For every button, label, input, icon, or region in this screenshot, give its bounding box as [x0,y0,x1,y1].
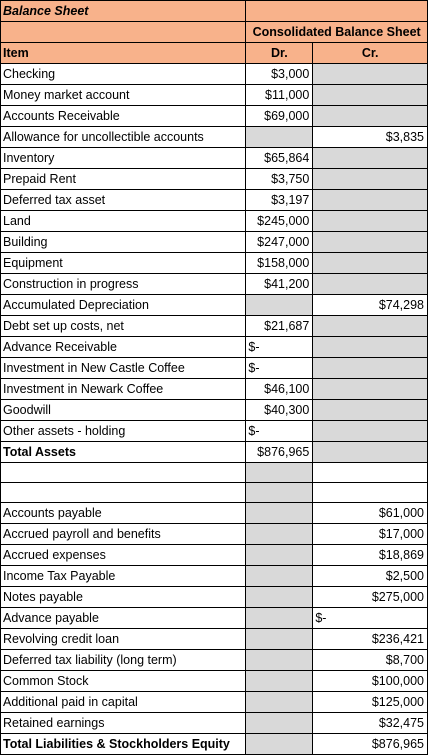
item-cell[interactable]: Revolving credit loan [1,629,246,650]
cr-cell[interactable] [313,421,428,442]
blank-cell[interactable] [313,463,428,483]
table-row [1,358,428,379]
cr-cell[interactable]: $- [313,608,428,629]
cr-cell[interactable]: $61,000 [313,503,428,524]
table-row [1,232,428,253]
item-cell[interactable]: Construction in progress [1,274,246,295]
cr-cell[interactable] [313,211,428,232]
table-row [1,650,428,671]
table-row [1,692,428,713]
item-cell[interactable]: Debt set up costs, net [1,316,246,337]
dr-cell[interactable] [246,566,313,587]
cr-cell[interactable]: $17,000 [313,524,428,545]
table-row [1,545,428,566]
cr-cell[interactable] [313,253,428,274]
item-cell[interactable]: Allowance for uncollectible accounts [1,127,246,148]
title-filler [313,1,428,22]
dr-cell[interactable] [246,692,313,713]
item-cell[interactable]: Deferred tax asset [1,190,246,211]
item-cell[interactable]: Money market account [1,85,246,106]
dr-cell[interactable]: $41,200 [246,274,313,295]
sheet-title[interactable]: Balance Sheet [1,1,246,22]
table-row [1,713,428,734]
dr-cell[interactable]: $3,000 [246,64,313,85]
item-cell[interactable]: Building [1,232,246,253]
table-row [1,274,428,295]
dr-cell[interactable]: $3,197 [246,190,313,211]
cr-header[interactable]: Cr. [313,43,428,64]
dr-cell[interactable]: $158,000 [246,253,313,274]
cr-cell[interactable]: $100,000 [313,671,428,692]
dr-cell[interactable]: $247,000 [246,232,313,253]
subheader-row [1,22,428,43]
table-row [1,629,428,650]
dr-cell[interactable] [246,524,313,545]
table-row [1,337,428,358]
consolidated-title[interactable]: Consolidated Balance Sheet [246,22,428,43]
table-row [1,253,428,274]
dr-cell[interactable]: $40,300 [246,400,313,421]
table-row [1,169,428,190]
table-row [1,106,428,127]
total-assets-cr[interactable] [313,442,428,463]
item-cell[interactable]: Prepaid Rent [1,169,246,190]
table-row [1,566,428,587]
cr-cell[interactable] [313,85,428,106]
item-cell[interactable]: Notes payable [1,587,246,608]
title-filler [246,1,313,22]
cr-cell[interactable]: $3,835 [313,127,428,148]
dr-cell[interactable] [246,713,313,734]
dr-cell[interactable]: $11,000 [246,85,313,106]
cr-cell[interactable] [313,400,428,421]
cr-cell[interactable] [313,190,428,211]
total-liabilities-label[interactable]: Total Liabilities & Stockholders Equity [1,734,246,755]
item-cell[interactable]: Goodwill [1,400,246,421]
cr-cell[interactable] [313,316,428,337]
dr-cell[interactable] [246,127,313,148]
dr-cell[interactable]: $46,100 [246,379,313,400]
cr-cell[interactable] [313,232,428,253]
item-cell[interactable]: Accounts Receivable [1,106,246,127]
dr-cell[interactable] [246,545,313,566]
item-header[interactable]: Item [1,43,246,64]
item-cell[interactable]: Advance payable [1,608,246,629]
table-row [1,421,428,442]
total-liabilities-dr[interactable] [246,734,313,755]
item-cell[interactable]: Equipment [1,253,246,274]
table-row [1,190,428,211]
dr-header[interactable]: Dr. [246,43,313,64]
dr-cell[interactable] [246,295,313,316]
item-cell[interactable]: Investment in New Castle Coffee [1,358,246,379]
table-row [1,295,428,316]
table-row [1,608,428,629]
cr-cell[interactable]: $8,700 [313,650,428,671]
cr-cell[interactable] [313,379,428,400]
blank-cell[interactable] [1,463,246,483]
cr-cell[interactable]: $236,421 [313,629,428,650]
table-row [1,316,428,337]
item-cell[interactable]: Common Stock [1,671,246,692]
cr-cell[interactable] [313,337,428,358]
table-row [1,85,428,106]
table-row [1,587,428,608]
item-cell[interactable]: Deferred tax liability (long term) [1,650,246,671]
blank-cell[interactable] [246,483,313,503]
cr-cell[interactable] [313,274,428,295]
cr-cell[interactable]: $32,475 [313,713,428,734]
item-cell[interactable]: Additional paid in capital [1,692,246,713]
item-cell[interactable]: Other assets - holding [1,421,246,442]
dr-cell[interactable]: $- [246,421,313,442]
cr-cell[interactable]: $18,869 [313,545,428,566]
item-cell[interactable]: Accumulated Depreciation [1,295,246,316]
cr-cell[interactable] [313,106,428,127]
item-cell[interactable]: Accrued payroll and benefits [1,524,246,545]
dr-cell[interactable]: $245,000 [246,211,313,232]
table-row [1,64,428,85]
cr-cell[interactable] [313,169,428,190]
dr-cell[interactable] [246,671,313,692]
dr-cell[interactable]: $65,864 [246,148,313,169]
table-row [1,379,428,400]
dr-cell[interactable] [246,587,313,608]
dr-cell[interactable]: $21,687 [246,316,313,337]
cr-cell[interactable] [313,64,428,85]
blank-row [1,463,428,483]
table-row [1,524,428,545]
table-row [1,400,428,421]
dr-cell[interactable] [246,629,313,650]
item-cell[interactable]: Inventory [1,148,246,169]
table-row [1,127,428,148]
dr-cell[interactable] [246,503,313,524]
item-cell[interactable]: Accounts payable [1,503,246,524]
cr-cell[interactable] [313,358,428,379]
blank-cell[interactable] [246,463,313,483]
title-row [1,1,428,22]
blank-cell[interactable] [1,483,246,503]
cr-cell[interactable]: $275,000 [313,587,428,608]
item-cell[interactable]: Investment in Newark Coffee [1,379,246,400]
column-header-row [1,43,428,64]
table-row [1,503,428,524]
cr-cell[interactable]: $2,500 [313,566,428,587]
total-assets-dr[interactable]: $876,965 [246,442,313,463]
total-liabilities-cr[interactable]: $876,965 [313,734,428,755]
cr-cell[interactable]: $125,000 [313,692,428,713]
dr-cell[interactable]: $69,000 [246,106,313,127]
item-cell[interactable]: Accrued expenses [1,545,246,566]
item-cell[interactable]: Land [1,211,246,232]
item-cell[interactable]: Retained earnings [1,713,246,734]
table-row [1,211,428,232]
dr-cell[interactable] [246,608,313,629]
blank-cell[interactable] [313,483,428,503]
blank-row [1,483,428,503]
total-liabilities-row [1,734,428,755]
subheader-filler [1,22,246,43]
cr-cell[interactable] [313,148,428,169]
total-assets-row [1,442,428,463]
total-assets-label[interactable]: Total Assets [1,442,246,463]
dr-cell[interactable]: $- [246,337,313,358]
table-row [1,671,428,692]
dr-cell[interactable]: $3,750 [246,169,313,190]
item-cell[interactable]: Income Tax Payable [1,566,246,587]
cr-cell[interactable]: $74,298 [313,295,428,316]
table-row [1,148,428,169]
item-cell[interactable]: Checking [1,64,246,85]
item-cell[interactable]: Advance Receivable [1,337,246,358]
dr-cell[interactable] [246,650,313,671]
dr-cell[interactable]: $- [246,358,313,379]
